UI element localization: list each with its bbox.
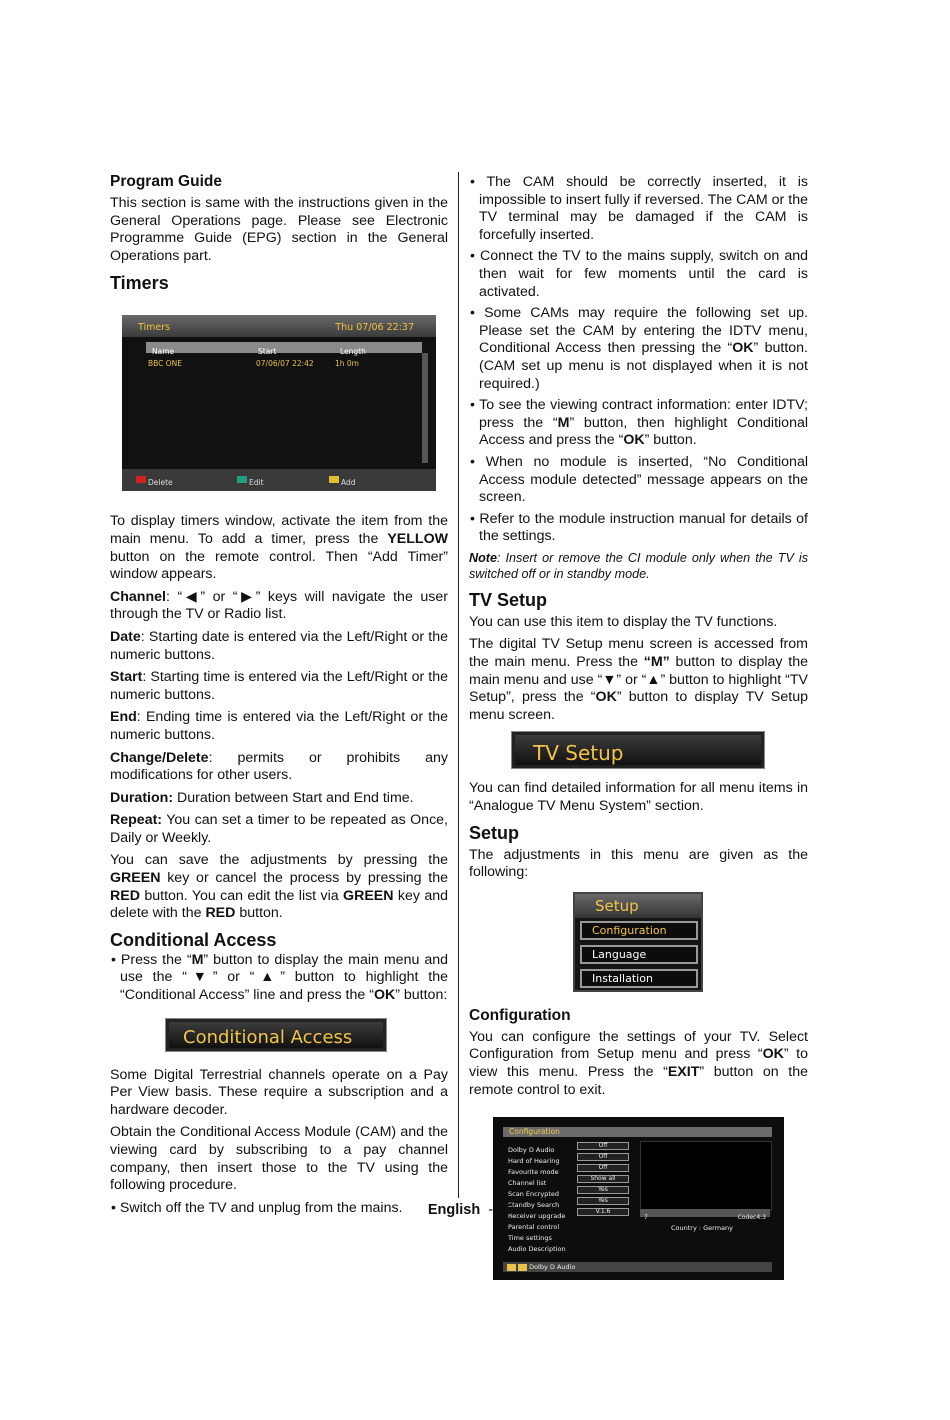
config-label: Receiver upgrade: [508, 1212, 566, 1221]
config-codec: Codec4:3: [737, 1214, 766, 1222]
col-name: Name: [152, 347, 175, 357]
config-screen-footer: [503, 1262, 772, 1272]
config-screen-title: Configuration: [503, 1127, 772, 1137]
page-number: - 46 -: [480, 1202, 523, 1218]
setup-menu-item-configuration: Configuration: [580, 921, 698, 940]
green-key-icon: [237, 476, 247, 483]
right-column: [469, 174, 808, 1280]
row-length: 1h 0m: [335, 359, 359, 369]
timers-heading: Timers: [110, 273, 169, 294]
col-start: Start: [258, 347, 277, 357]
tv-setup-heading: TV Setup: [469, 589, 548, 610]
ca-para1: Some Digital Terrestrial channels operate on a Pay Per View basis. These require a subscription and a hardware decoder.: [110, 1066, 448, 1118]
red-key-icon: [136, 476, 146, 483]
timers-table-header: [146, 342, 422, 357]
config-value: Off: [577, 1153, 629, 1161]
left-key-icon: [507, 1264, 516, 1271]
change-delete-text: Change/Delete: permits or prohibits any modifications for other users.: [110, 749, 448, 784]
program-guide-text: This section is same with the instructions given in the General Operations page. Please see Electronic Programme Guide (EPG) section in the General Operations part.: [110, 195, 448, 264]
down-arrow-icon: ▼: [602, 671, 617, 688]
tv-setup-banner: TV Setup: [512, 732, 764, 768]
cam-bullet-3: • Some CAMs may require the following set up. Please set the CAM by entering the IDTV menu, Conditional Access then pressing the “OK” button. (CAM set up menu is not displayed when it is not required.): [470, 305, 808, 392]
timers-screen-image: [122, 315, 436, 491]
tv-setup-p3: You can find detailed information for all menu items in “Analogue TV Menu System” section.: [469, 780, 808, 815]
config-preview-window: [640, 1141, 772, 1211]
configuration-heading: Configuration: [469, 1006, 571, 1024]
yellow-key-icon: [329, 476, 339, 483]
note-text: Note: Insert or remove the CI module only when the TV is switched off or in standby mode.: [469, 550, 808, 581]
duration-text: Duration: Duration between Start and End time.: [110, 789, 414, 806]
configuration-text: You can configure the settings of your TV. Select Configuration from Setup menu and press “OK” to view this menu. Press the “EXIT” button on the remote control to exit.: [469, 1028, 809, 1098]
config-label: Scan Encrypted: [508, 1190, 559, 1199]
timers-screen-footer: [122, 469, 436, 491]
column-divider: [458, 172, 459, 1198]
conditional-access-heading: Conditional Access: [110, 929, 277, 950]
config-value: Yes: [577, 1197, 629, 1205]
left-column: [110, 172, 448, 1221]
config-label: Hard of Hearing: [508, 1157, 560, 1166]
timers-scrollbar: [422, 353, 428, 463]
date-text: Date: Starting date is entered via the Left/Right or the numeric buttons.: [110, 628, 448, 663]
setup-menu-image: [573, 892, 703, 992]
ca-bullet: • Press the “M” button to display the main menu and use the “▼” or “▲” button to highlight the “Conditional Access” line and press the “OK” button:: [111, 951, 448, 1004]
up-arrow-icon: ▲: [646, 671, 661, 688]
ca-bullet2: • Switch off the TV and unplug from the mains.: [111, 1199, 403, 1216]
up-arrow-icon: ▲: [254, 969, 281, 986]
setup-menu-item-installation: Installation: [580, 969, 698, 988]
timers-screen-title: Timers: [138, 322, 171, 334]
save-text: You can save the adjustments by pressing the GREEN key or cancel the process by pressing the RED button. You can edit the list via GREEN key and delete with the RED button.: [110, 852, 448, 922]
tv-setup-p2: The digital TV Setup menu screen is accessed from the main menu. Press the “M” button to display the main menu and use “▼” or “▲” button to highlight “TV Setup”, press the “OK” button to display TV Setup menu screen.: [469, 636, 809, 723]
timers-intro: To display timers window, activate the item from the main menu. To add a timer, press the YELLOW button on the remote control. Then “Add Timer” window appears.: [110, 513, 448, 583]
key-delete-label: Delete: [148, 478, 173, 488]
config-value: Yes: [577, 1186, 629, 1194]
tv-setup-p1: You can use this item to display the TV functions.: [469, 613, 778, 630]
cam-bullet-2: • Connect the TV to the mains supply, switch on and then wait for few moments until the card is activated.: [470, 248, 808, 300]
config-footer-text: Dolby D Audio: [529, 1263, 576, 1272]
key-add-label: Add: [341, 478, 356, 488]
cam-bullet-6: • Refer to the module instruction manual for details of the settings.: [470, 510, 808, 545]
key-edit-label: Edit: [249, 478, 264, 488]
config-label: Time settings: [508, 1234, 552, 1243]
config-label: Parental control: [508, 1223, 560, 1232]
config-value: Off: [577, 1164, 629, 1172]
config-country: Country : Germany: [671, 1224, 734, 1233]
row-name: BBC ONE: [148, 359, 183, 369]
right-arrow-icon: ▶: [237, 588, 256, 605]
config-channel-number: 7: [644, 1214, 648, 1222]
config-label: Favourite mode: [508, 1168, 559, 1177]
col-length: Length: [340, 347, 366, 357]
left-arrow-icon: ◀: [182, 588, 201, 605]
config-label: Audio Description: [508, 1245, 566, 1254]
program-guide-heading: Program Guide: [110, 173, 222, 190]
conditional-access-banner: Conditional Access: [166, 1019, 386, 1051]
setup-heading: Setup: [469, 822, 520, 843]
config-label: Standby Search: [508, 1201, 560, 1210]
ca-para2: Obtain the Conditional Access Module (CAM) and the viewing card by subscribing to a pay channel company, then insert those to the TV using the following procedure.: [110, 1124, 448, 1194]
timers-screen-titlebar: [122, 315, 436, 337]
channel-text: Channel: “◀” or “▶” keys will navigate the user through the TV or Radio list.: [110, 588, 448, 623]
config-value: Off: [577, 1142, 629, 1150]
config-label: Dolby D Audio: [508, 1146, 555, 1155]
right-key-icon: [518, 1264, 527, 1271]
setup-p1: The adjustments in this menu are given as the following:: [469, 846, 808, 881]
timers-screen-datetime: Thu 07/06 22:37: [335, 322, 414, 334]
cam-bullet-5: • When no module is inserted, “No Conditional Access module detected” message appears on the screen.: [470, 453, 808, 506]
config-label: Channel list: [508, 1179, 547, 1188]
setup-menu-item-language: Language: [580, 945, 698, 964]
repeat-text: Repeat: You can set a timer to be repeated as Once, Daily or Weekly.: [110, 812, 448, 846]
setup-menu-title: Setup: [575, 894, 701, 918]
config-value: Show all: [577, 1175, 629, 1183]
row-start: 07/06/07 22:42: [256, 359, 314, 369]
configuration-screen-image: [493, 1117, 784, 1280]
end-text: End: Ending time is entered via the Left/Right or the numeric buttons.: [110, 709, 448, 743]
cam-bullet-4: • To see the viewing contract information: enter IDTV; press the “M” button, then highlight Conditional Access and press the “OK” button.: [470, 397, 809, 449]
cam-bullet-1: • The CAM should be correctly inserted, it is impossible to insert fully if reversed. The CAM or the TV terminal may be damaged if the CAM is forcefully inserted.: [470, 174, 808, 243]
start-text: Start: Starting time is entered via the Left/Right or the numeric buttons.: [110, 669, 448, 703]
footer-language: English: [427, 1202, 481, 1218]
config-value: V.1.6: [577, 1208, 629, 1216]
down-arrow-icon: ▼: [186, 969, 213, 986]
